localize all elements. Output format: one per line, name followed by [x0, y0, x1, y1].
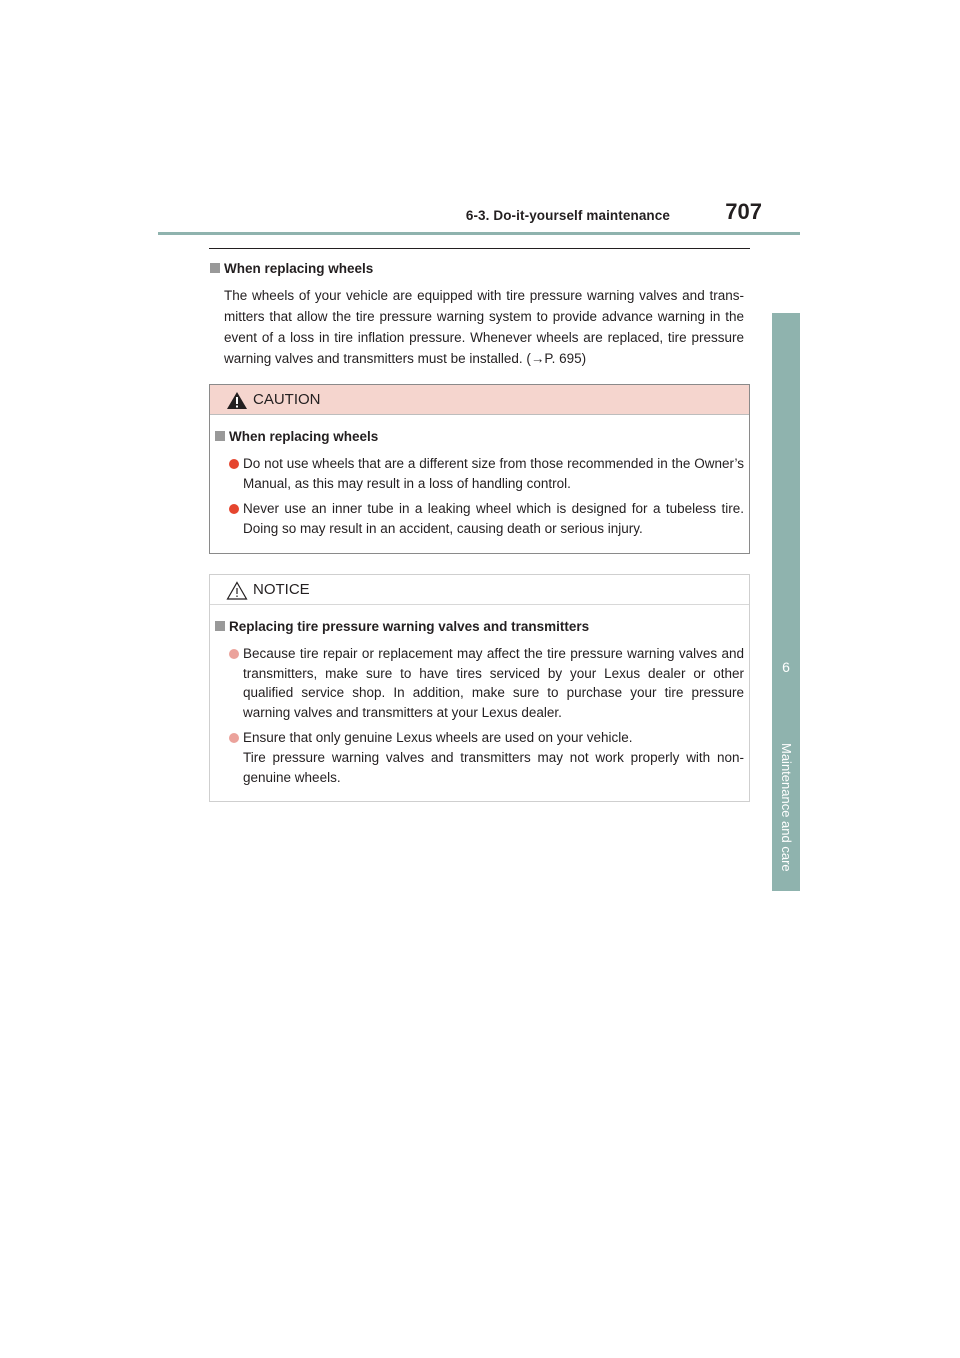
bullet-dot-icon	[229, 459, 239, 469]
notice-bullet-2: Ensure that only genuine Lexus wheels are used on your vehicle.	[243, 728, 744, 748]
section-heading-text: When replacing wheels	[224, 261, 374, 276]
square-bullet-icon	[215, 621, 225, 631]
notice-heading	[215, 619, 589, 634]
notice-heading-text: Replacing tire pressure warning valves and transmitters	[229, 619, 590, 634]
chapter-tab	[772, 313, 800, 891]
caution-bullet-1: Do not use wheels that are a different size from those recommended in the Owner’s Manual, as this may result in a loss of handling control.	[243, 454, 744, 493]
square-bullet-icon	[215, 431, 225, 441]
warning-triangle-icon	[226, 391, 248, 410]
header-rule	[158, 232, 800, 235]
square-bullet-icon	[210, 263, 220, 273]
divider-rule	[209, 248, 750, 249]
intro-paragraph: The wheels of your vehicle are equipped with tire pressure warning valves and trans-mitters that allow the tire pressure warning system to provide advance warning in the event of a loss in tire inflation pressure. Whenever wheels are replaced, tire pressure warning valves and transmitters must be installed. (→P. 695)	[224, 288, 744, 366]
caution-bullet-2: Never use an inner tube in a leaking wheel which is designed for a tubeless tire. Doing so may result in an accident, causing death or serious injury.	[243, 499, 744, 538]
notice-box	[209, 574, 750, 802]
section-heading	[210, 261, 373, 276]
notice-header	[210, 575, 749, 605]
chapter-label: Maintenance and care	[779, 743, 794, 872]
page-number: 707	[725, 199, 762, 224]
chapter-number: 6	[782, 659, 790, 675]
caution-box	[209, 384, 750, 554]
caution-header	[210, 385, 749, 415]
bullet-dot-icon	[229, 733, 239, 743]
notice-bullet-1: Because tire repair or replacement may affect the tire pressure warning valves and transmitters, make sure to have tires serviced by your Lexus dealer or other qualified service shop. In addition, make sure to purchase your tire pressure warning valves and transmitters at your Lexus dealer.	[243, 644, 744, 722]
notice-title: NOTICE	[253, 581, 310, 598]
caution-heading-text: When replacing wheels	[229, 429, 379, 444]
bullet-dot-icon	[229, 649, 239, 659]
warning-triangle-outline-icon	[226, 581, 248, 600]
bullet-dot-icon	[229, 504, 239, 514]
notice-bullet-2-continued: Tire pressure warning valves and transmitters may not work properly with non-genuine wheels.	[243, 750, 744, 785]
caution-heading	[215, 429, 378, 444]
caution-title: CAUTION	[253, 391, 321, 408]
section-title: 6-3. Do-it-yourself maintenance	[465, 208, 670, 223]
